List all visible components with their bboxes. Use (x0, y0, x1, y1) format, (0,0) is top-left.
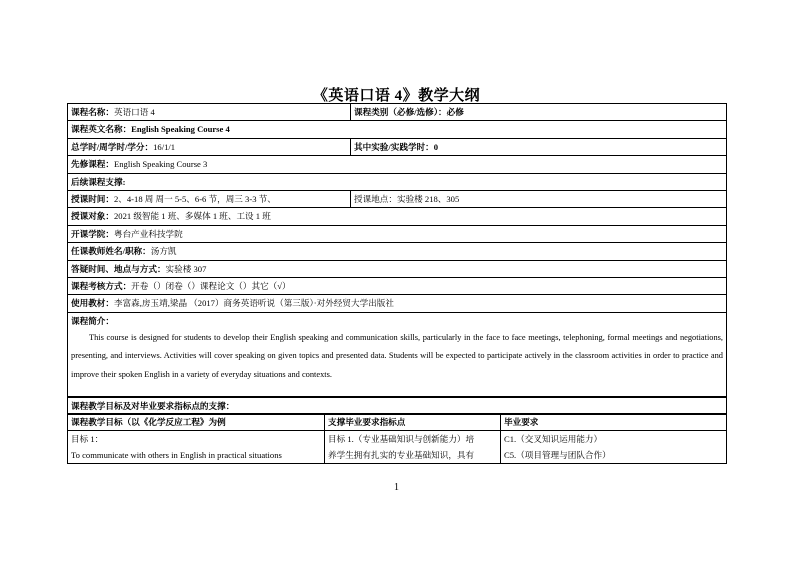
indicator-line: 养学生拥有扎实的专业基础知识，具有 (328, 450, 475, 461)
row-course-name (68, 104, 726, 121)
course-name-value: 英语口语 4 (113, 107, 155, 117)
qa-cell (68, 261, 209, 277)
row-objectives-heading (68, 397, 726, 414)
course-type-cell (351, 104, 726, 120)
teaching-place-value: 授课地点：实验楼 218、305 (354, 193, 460, 204)
col-header-indicator: 支撑毕业要求指标点 (325, 415, 500, 431)
requirement-line: C1.（交叉知识运用能力） (504, 434, 603, 445)
assessment-label: 课程考核方式： (71, 280, 132, 291)
row-intro (68, 313, 726, 397)
row-teaching-time (68, 191, 726, 208)
english-name-value: English Speaking Course 4 (131, 124, 230, 135)
teaching-time-value: 2、4-18 周 周一 5-5、6-6 节，周三 3-3 节、 (113, 193, 276, 204)
prerequisite-cell (68, 156, 210, 172)
indicator-body (325, 431, 500, 463)
textbook-cell (68, 295, 397, 311)
teaching-time-cell (68, 191, 351, 207)
course-type-label: 课程类别（必修/选修）： (354, 107, 447, 117)
requirement-line: C5.（项目管理与团队合作） (504, 450, 611, 461)
followup-label: 后续课程支撑: (71, 176, 126, 187)
syllabus-table (67, 103, 727, 464)
lab-hours-label: 其中实验/实践学时： (354, 141, 434, 152)
row-prerequisite (68, 156, 726, 173)
objectives-grid (68, 414, 726, 463)
teacher-cell (68, 243, 180, 259)
prerequisite-label: 先修课程： (71, 159, 114, 170)
assessment-value: 开卷（）闭卷（）课程论文（）其它（√） (131, 280, 291, 291)
lab-hours-cell (351, 139, 726, 155)
objectives-heading: 课程教学目标及对毕业要求指标点的支撑： (71, 400, 235, 411)
college-cell (68, 226, 186, 242)
requirement-body (501, 431, 726, 463)
course-type-value: 必修 (446, 107, 464, 117)
row-qa (68, 261, 726, 278)
college-label: 开课学院： (71, 228, 114, 239)
course-name-cell (68, 104, 351, 120)
page-number: 1 (394, 482, 399, 493)
target-cell (68, 208, 274, 224)
objectives-col-requirement (501, 415, 726, 463)
row-assessment (68, 278, 726, 295)
col-header-requirement: 毕业要求 (501, 415, 726, 431)
followup-cell (68, 174, 128, 190)
row-target (68, 208, 726, 225)
row-hours (68, 139, 726, 156)
row-english-name (68, 121, 726, 138)
col-header-goal: 课程教学目标（以《化学反应工程》为例 (68, 415, 324, 431)
goal-line: To communicate with others in English in practical situations (71, 450, 282, 461)
lab-hours-value: 0 (433, 141, 439, 152)
objectives-col-indicator (325, 415, 501, 463)
row-followup (68, 174, 726, 191)
objectives-heading-cell (68, 398, 237, 413)
hours-cell (68, 139, 351, 155)
row-teacher (68, 243, 726, 260)
indicator-line: 目标 1.（专业基础知识与创新能力）培 (328, 434, 475, 445)
english-name-label: 课程英文名称： (71, 124, 132, 135)
english-name-cell (68, 121, 233, 137)
textbook-value: 李富森,房玉靖,梁晶 （2017）商务英语听说（第三版）·对外经贸大学出版社 (113, 298, 394, 309)
teaching-time-label: 授课时间： (71, 193, 114, 204)
goal-body (68, 431, 324, 463)
objectives-col-goal (68, 415, 325, 463)
teaching-place-cell (351, 191, 726, 207)
hours-value: 16/1/1 (153, 141, 176, 152)
college-value: 粤台产业科技学院 (113, 228, 183, 239)
teacher-label: 任课教师姓名/职称： (71, 246, 151, 257)
assessment-cell (68, 278, 294, 294)
hours-label: 总学时/周学时/学分： (71, 141, 154, 152)
target-value: 2021 级智能 1 班、多媒体 1 班、工设 1 班 (113, 211, 271, 222)
goal-line: 目标 1： (71, 434, 104, 445)
qa-label: 答疑时间、地点与方式： (71, 263, 166, 274)
textbook-label: 使用教材： (71, 298, 114, 309)
row-college (68, 226, 726, 243)
row-textbook (68, 295, 726, 312)
qa-value: 实验楼 307 (165, 263, 207, 274)
intro-label: 课程简介： (71, 315, 114, 326)
teacher-value: 汤方凯 (150, 246, 177, 257)
intro-text: This course is designed for students to develop their English speaking and communication skills, particularly in the face to face meetings, telephoning, formal meetings and negotiations, presenting, and interviews. Activities will cover speaking on given topics and presented data. Students will be expected to participate actively in the classroom activities in order to practice and improve their spoken English in a variety of everyday situations and contexts. (71, 332, 723, 379)
target-label: 授课对象： (71, 211, 114, 222)
course-name-label: 课程名称： (71, 107, 114, 117)
prerequisite-value: English Speaking Course 3 (113, 159, 208, 170)
page-title: 《英语口语 4》教学大纲 (312, 88, 481, 104)
